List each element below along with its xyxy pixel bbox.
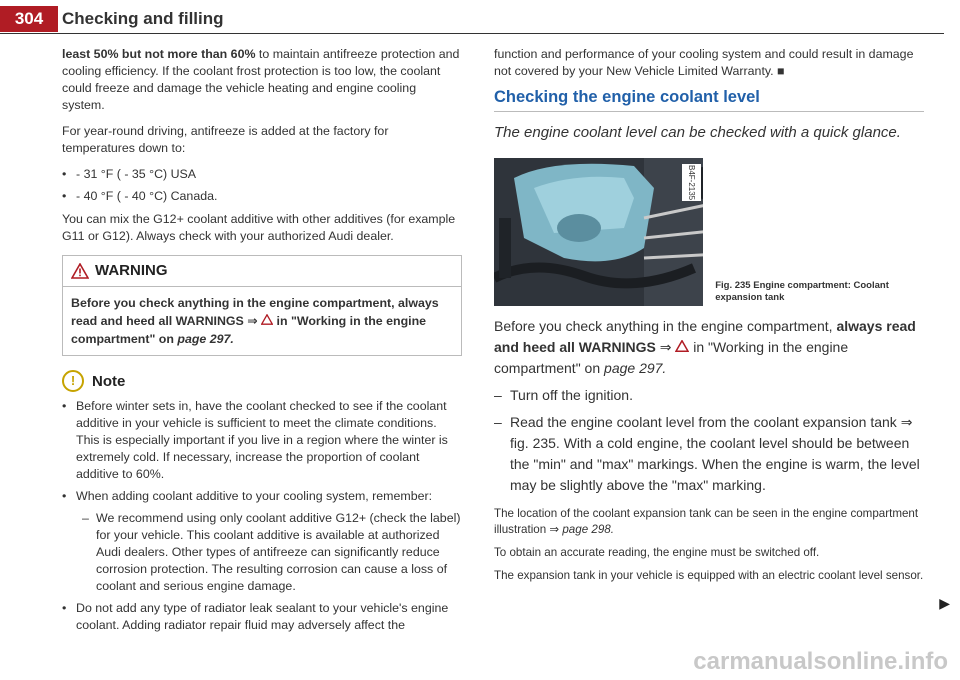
note-text: Before winter sets in, have the coolant checked to see if the coolant additive in your vehicle is sufficient to meet the climate conditions. This is especially important if you live in a region where the winter is extremely cold. If necessary, increase the proportion of coolant additive to 60%. xyxy=(76,399,448,481)
note-item: • Do not add any type of radiator leak sealant to your vehicle's engine coolant. Adding radiator repair fluid may adversely affect the xyxy=(62,601,449,632)
end-mark: ■ xyxy=(777,64,785,78)
warning-box xyxy=(62,255,462,356)
page-link[interactable]: page 297. xyxy=(604,360,667,376)
paragraph xyxy=(494,46,924,80)
note-item: • When adding coolant additive to your cooling system, remember: xyxy=(62,489,433,503)
bullet-text: - 40 °F ( - 40 °C) Canada. xyxy=(76,189,218,203)
right-column xyxy=(494,46,924,591)
text: function and performance of your cooling system and could result in damage not covered by your New Vehicle Limited Warranty. xyxy=(494,47,914,78)
watermark: carmanualsonline.info xyxy=(693,648,948,675)
paragraph xyxy=(494,506,924,538)
engine-photo xyxy=(494,158,703,306)
warning-title: WARNING xyxy=(95,262,168,279)
note-item: • Before winter sets in, have the coolant checked to see if the coolant additive in your vehicle is sufficient to meet the climate conditions. This is especially important if you live in a region where the winter is extremely cold. If necessary, increase the proportion of coolant additive to 60%. xyxy=(62,399,448,481)
warning-header xyxy=(63,256,461,287)
note-header xyxy=(62,370,462,392)
step-text: Read the engine coolant level from the coolant expansion tank ⇒ fig. 235. With a cold engine, the coolant level should be between the "min" and "max" markings. When the engine is warm, the level may be slightly above the "max" marking. xyxy=(510,414,920,493)
text: in "Working in the engine compartment" on xyxy=(494,339,849,376)
paragraph xyxy=(62,46,462,114)
warning-text xyxy=(63,287,461,355)
bullet-item: • - 31 °F ( - 35 °C) USA xyxy=(62,167,197,181)
paragraph: The expansion tank in your vehicle is equipped with an electric coolant level sensor. xyxy=(494,569,924,582)
paragraph: To obtain an accurate reading, the engine must be switched off. xyxy=(494,546,820,559)
step-item: – Turn off the ignition. xyxy=(494,387,633,403)
arrow-icon: ⇒ xyxy=(247,314,258,328)
continue-arrow-icon: ▶ xyxy=(939,595,950,611)
bullet-item: • - 40 °F ( - 40 °C) Canada. xyxy=(62,189,218,203)
note-text: When adding coolant additive to your cooling system, remember: xyxy=(76,489,433,503)
bold-text: always read and heed all WARNINGS xyxy=(494,318,916,355)
bold-text: least 50% but not more than 60% xyxy=(62,47,256,61)
paragraph: You can mix the G12+ coolant additive with other additives (for example G11 or G12). Always check with your authorized Audi dealer. xyxy=(62,212,456,243)
step-item: – Read the engine coolant level from the coolant expansion tank ⇒ fig. 235. With a cold engine, the coolant level should be between the "min" and "max" markings. When the engine is warm, the level may be slightly above the "max" marking. xyxy=(494,414,920,493)
header-rule xyxy=(0,33,944,34)
section-title: Checking and filling xyxy=(62,9,224,28)
figure-caption: Fig. 235 Engine compartment: Coolant expansion tank xyxy=(715,280,889,303)
section-heading: Checking the engine coolant level xyxy=(494,89,924,112)
text: Before you check anything in the engine compartment, always read and heed all WARNINGS xyxy=(71,296,439,328)
page-number: 304 xyxy=(0,6,58,32)
figure xyxy=(494,158,924,306)
paragraph: For year-round driving, antifreeze is added at the factory for temperatures down to: xyxy=(62,124,389,155)
page-link[interactable]: page 297. xyxy=(177,332,234,346)
intro-text: The engine coolant level can be checked with a quick glance. xyxy=(494,124,901,141)
text: Before you check anything in the engine compartment, xyxy=(494,318,837,334)
coolant-tank-illustration xyxy=(494,158,703,306)
paragraph: Before you check anything in the engine compartment, always read and heed all WARNINGS ⇒ in "Working in the engine compartment" on page 297. xyxy=(494,318,916,376)
note-subitem: – We recommend using only coolant additive G12+ (check the label) for your vehicle. This coolant additive is available at authorized Audi dealers. Other types of antifreeze can significantly reduce corrosion protection. The resulting corrosion can cause a loss of coolant and serious engine damage. xyxy=(82,511,461,593)
page-link[interactable]: page 298. xyxy=(562,523,614,536)
step-text: Turn off the ignition. xyxy=(510,387,633,403)
warning-icon xyxy=(261,314,273,325)
figure-code: B4F-2135 xyxy=(682,164,701,201)
note-text: We recommend using only coolant additive G12+ (check the label) for your vehicle. This coolant additive is available at authorized Audi dealers. Other types of antifreeze can significantly reduce corrosion protection. The resulting corrosion can cause a loss of coolant and serious engine damage. xyxy=(96,511,461,593)
text: to maintain antifreeze protection and cooling efficiency. If the coolant frost protection is too low, the coolant could freeze and damage the vehicle heating and engine cooling system. xyxy=(62,47,460,112)
text: The location of the coolant expansion tank can be seen in the engine compartment illustration ⇒ xyxy=(494,507,919,536)
note-text: Do not add any type of radiator leak sealant to your vehicle's engine coolant. Adding radiator repair fluid may adversely affect the xyxy=(76,601,449,632)
info-icon: ! xyxy=(62,370,84,392)
left-column xyxy=(62,46,462,639)
bullet-text: - 31 °F ( - 35 °C) USA xyxy=(76,167,197,181)
warning-icon xyxy=(675,340,689,352)
text: in "Working in the engine compartment" on xyxy=(71,314,427,346)
warning-icon xyxy=(71,263,89,279)
note-title: Note xyxy=(92,372,126,390)
